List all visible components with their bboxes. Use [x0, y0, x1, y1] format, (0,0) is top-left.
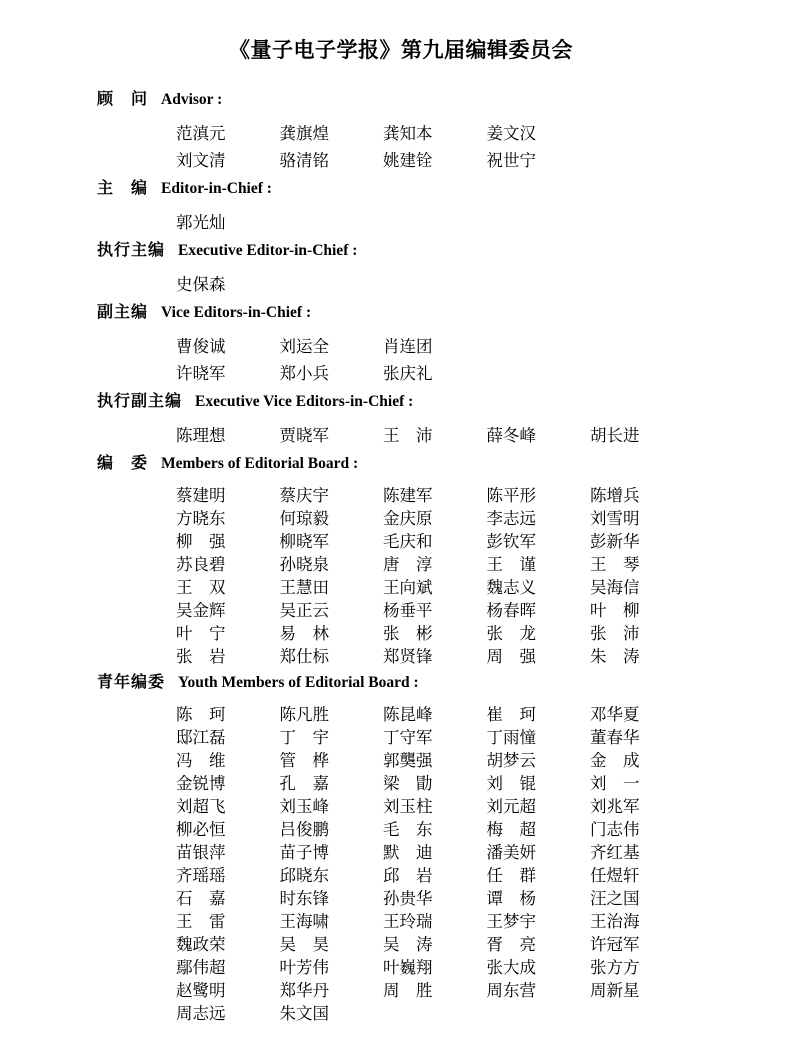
section-youth-members: [97, 671, 802, 1025]
member-name: 梅 超: [486, 820, 536, 839]
member-name: 刘运全: [279, 337, 329, 356]
member-name: 刘超飞: [176, 797, 226, 816]
member-name: 张庆礼: [383, 364, 433, 383]
member-name: 许晓军: [176, 364, 226, 383]
member-name: 时东锋: [279, 889, 329, 908]
member-name: 杨春晖: [486, 601, 536, 620]
member-name: 胡梦云: [486, 751, 536, 770]
member-name: 郭龑强: [383, 751, 433, 770]
names-row: [176, 887, 802, 910]
member-name: 吴正云: [279, 601, 329, 620]
names-row: [176, 120, 802, 147]
member-name: 叶 柳: [590, 601, 640, 620]
member-name: 刘玉峰: [279, 797, 329, 816]
member-name: 王海啸: [279, 912, 329, 931]
member-name: 梁 勖: [383, 774, 433, 793]
member-name: 毛庆和: [383, 532, 433, 551]
member-name: 郭光灿: [176, 213, 226, 232]
member-name: 郑仕标: [279, 647, 329, 666]
member-name: 陈理想: [176, 426, 226, 445]
names-row: [176, 360, 802, 387]
member-name: 史保森: [176, 275, 226, 294]
names-row: [176, 622, 802, 645]
names-row: [176, 979, 802, 1002]
section-header: [97, 452, 802, 475]
names-grid: [176, 422, 802, 449]
member-name: 崔 珂: [486, 705, 536, 724]
section-label-cn: 青年编委: [97, 674, 166, 691]
member-name: 谭 杨: [486, 889, 536, 908]
member-name: 朱文国: [279, 1004, 329, 1023]
member-name: 祝世宁: [486, 151, 536, 170]
member-name: 范滇元: [176, 124, 226, 143]
member-name: 汪之国: [590, 889, 640, 908]
member-name: 丁雨憧: [486, 728, 536, 747]
member-name: 郑贤锋: [383, 647, 433, 666]
member-name: 张大成: [486, 958, 536, 977]
member-name: 曹俊诚: [176, 337, 226, 356]
member-name: 潘美妍: [486, 843, 536, 862]
names-row: [176, 147, 802, 174]
names-row: [176, 530, 802, 553]
names-row: [176, 910, 802, 933]
names-row: [176, 645, 802, 668]
member-name: 周 强: [486, 647, 536, 666]
member-name: 姚建铨: [383, 151, 433, 170]
member-name: 陈 珂: [176, 705, 226, 724]
member-name: 张 龙: [486, 624, 536, 643]
member-name: 王 雷: [176, 912, 226, 931]
section-header: [97, 390, 802, 413]
section-header: [97, 301, 802, 324]
member-name: 张 彬: [383, 624, 433, 643]
section-label-en: Members of Editorial Board :: [161, 455, 359, 472]
section-members: [97, 452, 802, 668]
member-name: 周 胜: [383, 981, 433, 1000]
member-name: 默 迪: [383, 843, 433, 862]
section-header: [97, 177, 802, 200]
names-row: [176, 484, 802, 507]
sections-container: [0, 88, 802, 1025]
section-label-en: Advisor :: [161, 91, 223, 108]
section-label-en: Editor-in-Chief :: [161, 180, 272, 197]
member-name: 丁守军: [383, 728, 433, 747]
member-name: 刘文清: [176, 151, 226, 170]
member-name: 王 琴: [590, 555, 640, 574]
member-name: 陈平形: [486, 486, 536, 505]
member-name: 姜文汉: [486, 124, 536, 143]
member-name: 董春华: [590, 728, 640, 747]
member-name: 周新星: [590, 981, 640, 1000]
names-row: [176, 933, 802, 956]
member-name: 叶芳伟: [279, 958, 329, 977]
names-row: [176, 576, 802, 599]
member-name: 蔡建明: [176, 486, 226, 505]
names-row: [176, 209, 802, 236]
member-name: 吴 涛: [383, 935, 433, 954]
names-grid: [176, 484, 802, 668]
member-name: 方晓东: [176, 509, 226, 528]
names-grid: [176, 703, 802, 1025]
member-name: 王玲瑞: [383, 912, 433, 931]
member-name: 陈增兵: [590, 486, 640, 505]
member-name: 孔 嘉: [279, 774, 329, 793]
member-name: 薛冬峰: [486, 426, 536, 445]
member-name: 刘玉柱: [383, 797, 433, 816]
member-name: 柳 强: [176, 532, 226, 551]
member-name: 赵鹭明: [176, 981, 226, 1000]
member-name: 龚知本: [383, 124, 433, 143]
member-name: 齐红基: [590, 843, 640, 862]
names-row: [176, 1002, 802, 1025]
member-name: 陈凡胜: [279, 705, 329, 724]
member-name: 齐瑶瑶: [176, 866, 226, 885]
member-name: 苏良碧: [176, 555, 226, 574]
member-name: 李志远: [486, 509, 536, 528]
member-name: 何琼毅: [279, 509, 329, 528]
member-name: 邱晓东: [279, 866, 329, 885]
member-name: 孙贵华: [383, 889, 433, 908]
section-label-cn: 顾 问: [97, 91, 149, 108]
member-name: 冯 维: [176, 751, 226, 770]
section-editor-in-chief: [97, 177, 802, 236]
member-name: 苗银萍: [176, 843, 226, 862]
names-row: [176, 818, 802, 841]
member-name: 吕俊鹏: [279, 820, 329, 839]
names-grid: [176, 333, 802, 387]
section-label-cn: 主 编: [97, 180, 149, 197]
section-advisor: [97, 88, 802, 174]
section-label-cn: 执行副主编: [97, 393, 183, 410]
section-header: [97, 88, 802, 111]
member-name: 张方方: [590, 958, 640, 977]
section-label-en: Vice Editors-in-Chief :: [161, 304, 312, 321]
names-row: [176, 841, 802, 864]
member-name: 张 岩: [176, 647, 226, 666]
member-name: 刘元超: [486, 797, 536, 816]
member-name: 唐 淳: [383, 555, 433, 574]
member-name: 邱 岩: [383, 866, 433, 885]
member-name: 金锐博: [176, 774, 226, 793]
member-name: 王梦宇: [486, 912, 536, 931]
member-name: 龚旗煌: [279, 124, 329, 143]
member-name: 孙晓泉: [279, 555, 329, 574]
member-name: 郑小兵: [279, 364, 329, 383]
names-grid: [176, 209, 802, 236]
member-name: 门志伟: [590, 820, 640, 839]
names-row: [176, 422, 802, 449]
names-row: [176, 703, 802, 726]
member-name: 金庆原: [383, 509, 433, 528]
section-label-en: Youth Members of Editorial Board :: [178, 674, 419, 691]
names-row: [176, 772, 802, 795]
member-name: 柳晓军: [279, 532, 329, 551]
member-name: 柳必恒: [176, 820, 226, 839]
names-row: [176, 864, 802, 887]
section-label-cn: 执行主编: [97, 242, 166, 259]
member-name: 刘 锟: [486, 774, 536, 793]
member-name: 许冠军: [590, 935, 640, 954]
member-name: 张 沛: [590, 624, 640, 643]
member-name: 易 林: [279, 624, 329, 643]
names-row: [176, 507, 802, 530]
member-name: 鄢伟超: [176, 958, 226, 977]
member-name: 彭新华: [590, 532, 640, 551]
member-name: 叶巍翔: [383, 958, 433, 977]
member-name: 刘 一: [590, 774, 640, 793]
section-label-cn: 编 委: [97, 455, 149, 472]
section-label-en: Executive Editor-in-Chief :: [178, 242, 358, 259]
names-row: [176, 956, 802, 979]
names-grid: [176, 120, 802, 174]
member-name: 任煜轩: [590, 866, 640, 885]
names-row: [176, 795, 802, 818]
member-name: 肖连团: [383, 337, 433, 356]
member-name: 苗子博: [279, 843, 329, 862]
member-name: 叶 宁: [176, 624, 226, 643]
member-name: 石 嘉: [176, 889, 226, 908]
member-name: 周东营: [486, 981, 536, 1000]
section-executive-vice-editors-in-chief: [97, 390, 802, 449]
member-name: 刘兆军: [590, 797, 640, 816]
member-name: 王 谨: [486, 555, 536, 574]
section-header: [97, 239, 802, 262]
names-row: [176, 749, 802, 772]
section-label-cn: 副主编: [97, 304, 149, 321]
section-label-en: Executive Vice Editors-in-Chief :: [195, 393, 414, 410]
member-name: 胥 亮: [486, 935, 536, 954]
section-executive-editor-in-chief: [97, 239, 802, 298]
member-name: 陈建军: [383, 486, 433, 505]
member-name: 吴海信: [590, 578, 640, 597]
member-name: 贾晓军: [279, 426, 329, 445]
section-vice-editors-in-chief: [97, 301, 802, 387]
member-name: 王 沛: [383, 426, 433, 445]
member-name: 陈昆峰: [383, 705, 433, 724]
member-name: 杨垂平: [383, 601, 433, 620]
member-name: 刘雪明: [590, 509, 640, 528]
member-name: 邓华夏: [590, 705, 640, 724]
member-name: 邸江磊: [176, 728, 226, 747]
member-name: 管 桦: [279, 751, 329, 770]
names-row: [176, 726, 802, 749]
member-name: 骆清铭: [279, 151, 329, 170]
member-name: 胡长进: [590, 426, 640, 445]
member-name: 王治海: [590, 912, 640, 931]
member-name: 吴 昊: [279, 935, 329, 954]
member-name: 郑华丹: [279, 981, 329, 1000]
member-name: 朱 涛: [590, 647, 640, 666]
names-row: [176, 599, 802, 622]
member-name: 任 群: [486, 866, 536, 885]
member-name: 彭钦军: [486, 532, 536, 551]
member-name: 金 成: [590, 751, 640, 770]
member-name: 魏志义: [486, 578, 536, 597]
member-name: 蔡庆宇: [279, 486, 329, 505]
member-name: 魏政荣: [176, 935, 226, 954]
names-row: [176, 271, 802, 298]
page-title: 《量子电子学报》第九届编辑委员会: [229, 38, 573, 62]
section-header: [97, 671, 802, 694]
member-name: 周志远: [176, 1004, 226, 1023]
member-name: 丁 宇: [279, 728, 329, 747]
member-name: 吴金辉: [176, 601, 226, 620]
member-name: 王慧田: [279, 578, 329, 597]
names-row: [176, 333, 802, 360]
names-grid: [176, 271, 802, 298]
member-name: 王 双: [176, 578, 226, 597]
member-name: 毛 东: [383, 820, 433, 839]
names-row: [176, 553, 802, 576]
member-name: 王向斌: [383, 578, 433, 597]
